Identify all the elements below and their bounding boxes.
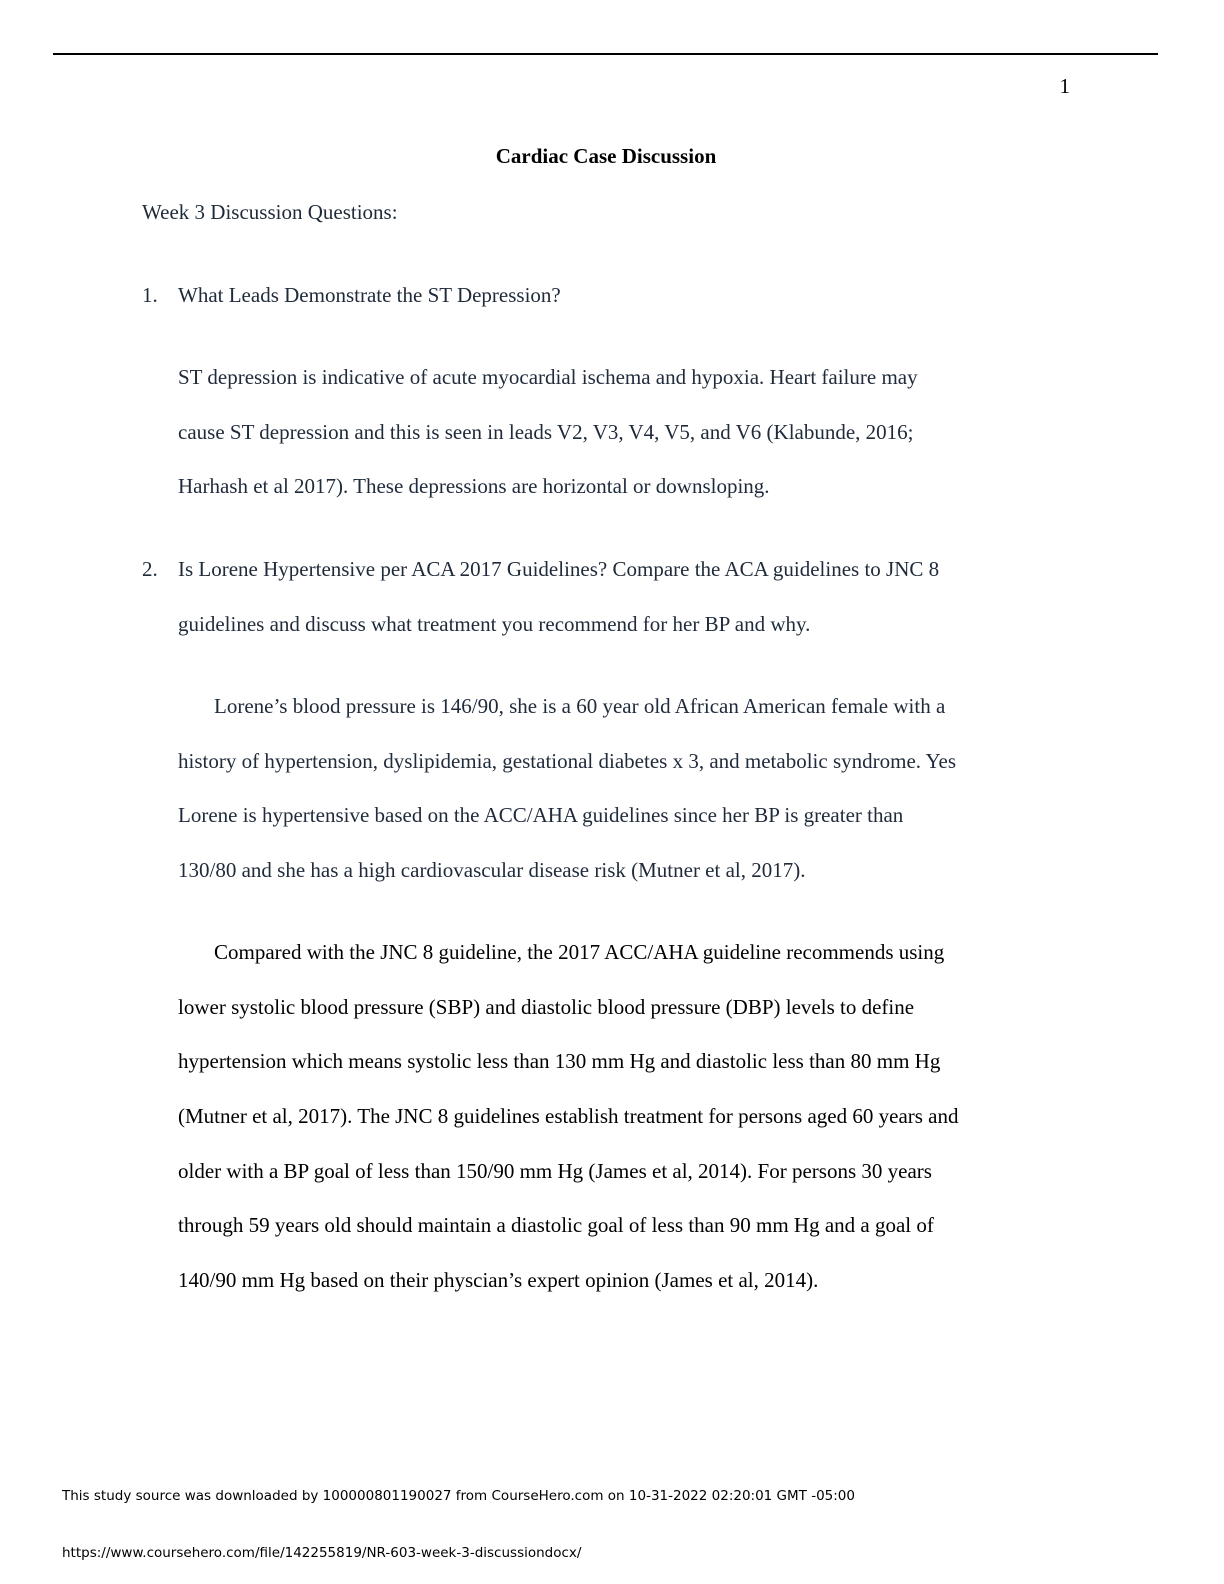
answer-1-line: Harhash et al 2017). These depressions are horizontal or downsloping. xyxy=(178,474,770,498)
answer-2-paragraph-2-line: through 59 years old should maintain a diastolic goal of less than 90 mm Hg and a goal of xyxy=(178,1213,934,1237)
question-2-line: guidelines and discuss what treatment you recommend for her BP and why. xyxy=(178,612,811,636)
answer-2-paragraph-2-line: Compared with the JNC 8 guideline, the 2017 ACC/AHA guideline recommends using xyxy=(214,940,945,964)
answer-2-paragraph-1-line: history of hypertension, dyslipidemia, gestational diabetes x 3, and metabolic syndrome. Yes xyxy=(178,749,957,773)
answer-1-line: cause ST depression and this is seen in leads V2, V3, V4, V5, and V6 (Klabunde, 2016; xyxy=(178,420,914,444)
question-2-line: Is Lorene Hypertensive per ACA 2017 Guidelines? Compare the ACA guidelines to JNC 8 xyxy=(178,557,940,581)
source-url-link[interactable]: https://www.coursehero.com/file/142255819/NR-603-week-3-discussiondocx/ xyxy=(62,1545,582,1561)
question-2-number: 2. xyxy=(142,557,158,581)
answer-2-paragraph-1-line: Lorene is hypertensive based on the ACC/AHA guidelines since her BP is greater than xyxy=(178,803,904,827)
answer-2-paragraph-1-line: Lorene’s blood pressure is 146/90, she is a 60 year old African American female with a xyxy=(214,694,946,718)
document-title: Cardiac Case Discussion xyxy=(495,144,717,168)
answer-2-paragraph-2-line: hypertension which means systolic less than 130 mm Hg and diastolic less than 80 mm Hg xyxy=(178,1049,941,1073)
page-number: 1 xyxy=(1059,74,1070,98)
answer-1-line: ST depression is indicative of acute myocardial ischema and hypoxia. Heart failure may xyxy=(178,365,918,389)
question-1-text: What Leads Demonstrate the ST Depression? xyxy=(178,283,561,307)
header-rule xyxy=(53,53,1158,55)
intro-heading: Week 3 Discussion Questions: xyxy=(142,200,398,224)
answer-2-paragraph-1-line: 130/80 and she has a high cardiovascular disease risk (Mutner et al, 2017). xyxy=(178,858,806,882)
question-1-number: 1. xyxy=(142,283,158,307)
answer-2-paragraph-2-line: older with a BP goal of less than 150/90 mm Hg (James et al, 2014). For persons 30 years xyxy=(178,1159,932,1183)
answer-2-paragraph-2-line: 140/90 mm Hg based on their physcian’s expert opinion (James et al, 2014). xyxy=(178,1268,819,1292)
answer-2-paragraph-2-line: (Mutner et al, 2017). The JNC 8 guidelines establish treatment for persons aged 60 years and xyxy=(178,1104,959,1128)
download-source-notice: This study source was downloaded by 100000801190027 from CourseHero.com on 10-31-2022 02:20:01 GMT -05:00 xyxy=(62,1488,855,1504)
answer-2-paragraph-2-line: lower systolic blood pressure (SBP) and diastolic blood pressure (DBP) levels to define xyxy=(178,995,915,1019)
